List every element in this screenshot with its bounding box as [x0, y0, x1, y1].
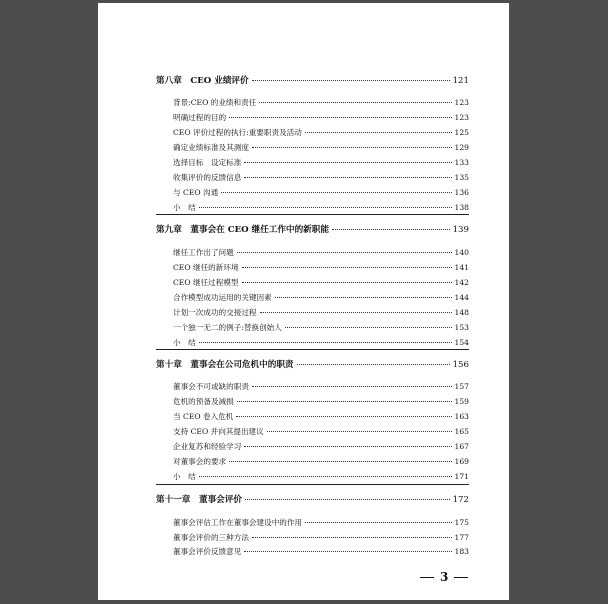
- entry-title: 支持 CEO 并向其提出建议: [173, 427, 264, 436]
- leader-dots: [252, 80, 450, 81]
- toc-entry[interactable]: [173, 517, 469, 528]
- leader-dots: [242, 267, 452, 268]
- toc-entry[interactable]: [173, 337, 469, 348]
- entry-title: 合作模型成功运用的关键因素: [173, 293, 272, 302]
- entry-title: 当 CEO 卷入危机: [173, 412, 234, 421]
- toc-entry[interactable]: [173, 157, 469, 168]
- section-divider: [156, 484, 469, 485]
- toc-entry[interactable]: [173, 172, 469, 183]
- entry-title: 董事会不可或缺的职责: [173, 382, 249, 391]
- entry-page: 133: [454, 158, 469, 167]
- footer-dash: [454, 577, 468, 578]
- toc-entry[interactable]: [173, 396, 469, 407]
- entry-page: 177: [454, 533, 469, 542]
- chapter-page: 121: [452, 76, 469, 86]
- leader-dots: [332, 229, 450, 230]
- entry-title: 董事会评价的三种方法: [173, 533, 249, 542]
- entry-title: 一个独一无二的例子:替换创始人: [173, 323, 282, 332]
- entry-page: 169: [454, 457, 469, 466]
- section-divider: [156, 214, 469, 215]
- entry-title: 企业复苏和经验学习: [173, 442, 242, 451]
- footer-dash: [420, 577, 434, 578]
- entry-title: 收集评价的反馈信息: [173, 173, 242, 182]
- toc-entry[interactable]: [173, 97, 469, 108]
- toc-entry[interactable]: [173, 307, 469, 318]
- leader-dots: [285, 327, 452, 328]
- leader-dots: [199, 476, 452, 477]
- toc-entry[interactable]: [173, 471, 469, 482]
- section-divider: [156, 349, 469, 350]
- entry-title: CEO 继任过程模型: [173, 278, 239, 287]
- entry-title: 董事会评估工作在董事会建设中的作用: [173, 518, 303, 527]
- chapter-title: 第九章 董事会在 CEO 继任工作中的新职能: [156, 225, 329, 235]
- entry-title: 对董事会的要求: [173, 457, 227, 466]
- leader-dots: [260, 312, 452, 313]
- document-page: [98, 3, 509, 600]
- leader-dots: [252, 537, 452, 538]
- entry-page: 157: [454, 382, 469, 391]
- leader-dots: [199, 342, 452, 343]
- entry-title: 小 结: [173, 338, 196, 347]
- toc-entry[interactable]: [173, 456, 469, 467]
- leader-dots: [297, 364, 450, 365]
- leader-dots: [237, 252, 452, 253]
- entry-title: CEO 继任的新环境: [173, 263, 239, 272]
- toc-entry[interactable]: [173, 426, 469, 437]
- toc-entry[interactable]: [173, 127, 469, 138]
- chapter-title: 第八章 CEO 业绩评价: [156, 76, 249, 86]
- entry-page: 141: [454, 263, 469, 272]
- chapter-page: 139: [452, 225, 469, 235]
- entry-title: 继任工作出了问题: [173, 248, 234, 257]
- leader-dots: [244, 551, 451, 552]
- toc-entry[interactable]: [173, 247, 469, 258]
- toc-chapter[interactable]: [156, 74, 469, 86]
- entry-page: 171: [454, 472, 469, 481]
- toc-entry[interactable]: [173, 277, 469, 288]
- toc-entry[interactable]: [173, 381, 469, 392]
- toc-entry[interactable]: [173, 292, 469, 303]
- chapter-page: 156: [452, 360, 469, 370]
- chapter-title: 第十章 董事会在公司危机中的职责: [156, 360, 294, 370]
- leader-dots: [242, 282, 452, 283]
- toc-entry[interactable]: [173, 202, 469, 213]
- entry-page: 148: [454, 308, 469, 317]
- toc-entry[interactable]: [173, 262, 469, 273]
- leader-dots: [236, 416, 451, 417]
- toc-entry[interactable]: [173, 441, 469, 452]
- toc-entry[interactable]: [173, 187, 469, 198]
- leader-dots: [229, 461, 451, 462]
- chapter-title: 第十一章 董事会评价: [156, 495, 242, 505]
- leader-dots: [237, 401, 452, 402]
- toc-entry[interactable]: [173, 322, 469, 333]
- leader-dots: [199, 207, 452, 208]
- toc-entry[interactable]: [173, 411, 469, 422]
- page-footer: [420, 570, 468, 584]
- leader-dots: [252, 386, 452, 387]
- chapter-page: 172: [452, 495, 469, 505]
- leader-dots: [229, 117, 451, 118]
- entry-page: 129: [454, 143, 469, 152]
- entry-page: 165: [454, 427, 469, 436]
- entry-page: 153: [454, 323, 469, 332]
- toc-entry[interactable]: [173, 532, 469, 543]
- entry-title: 与 CEO 沟通: [173, 188, 219, 197]
- entry-page: 123: [454, 98, 469, 107]
- leader-dots: [221, 192, 451, 193]
- entry-page: 125: [454, 128, 469, 137]
- toc-entry[interactable]: [173, 112, 469, 123]
- entry-title: 董事会评价反馈意见: [173, 547, 242, 556]
- entry-page: 183: [454, 547, 469, 556]
- leader-dots: [267, 431, 452, 432]
- entry-page: 159: [454, 397, 469, 406]
- entry-page: 140: [454, 248, 469, 257]
- entry-page: 167: [454, 442, 469, 451]
- entry-page: 154: [454, 338, 469, 347]
- entry-page: 123: [454, 113, 469, 122]
- entry-title: 选择目标 设定标准: [173, 158, 242, 167]
- leader-dots: [305, 132, 452, 133]
- entry-title: 背景:CEO 的业绩和责任: [173, 98, 257, 107]
- leader-dots: [244, 177, 451, 178]
- toc-chapter[interactable]: [156, 223, 469, 235]
- toc-entry[interactable]: [173, 546, 469, 557]
- entry-title: 危机的预备及减损: [173, 397, 234, 406]
- toc-chapter[interactable]: [156, 493, 469, 505]
- leader-dots: [244, 162, 451, 163]
- entry-page: 136: [454, 188, 469, 197]
- entry-title: 计划一次成功的交接过程: [173, 308, 257, 317]
- entry-title: 确定业绩标准及其测度: [173, 143, 249, 152]
- entry-title: 小 结: [173, 472, 196, 481]
- leader-dots: [259, 102, 451, 103]
- leader-dots: [244, 446, 451, 447]
- toc-entry[interactable]: [173, 142, 469, 153]
- entry-page: 175: [454, 518, 469, 527]
- entry-title: 小 结: [173, 203, 196, 212]
- entry-page: 144: [454, 293, 469, 302]
- leader-dots: [305, 522, 451, 523]
- entry-title: CEO 评价过程的执行:重要职责及活动: [173, 128, 302, 137]
- leader-dots: [245, 499, 450, 500]
- entry-page: 142: [454, 278, 469, 287]
- page-number: 3: [440, 570, 449, 584]
- leader-dots: [275, 297, 452, 298]
- entry-page: 135: [454, 173, 469, 182]
- entry-title: 明确过程的目的: [173, 113, 227, 122]
- entry-page: 138: [454, 203, 469, 212]
- toc-chapter[interactable]: [156, 358, 469, 370]
- entry-page: 163: [454, 412, 469, 421]
- leader-dots: [252, 147, 452, 148]
